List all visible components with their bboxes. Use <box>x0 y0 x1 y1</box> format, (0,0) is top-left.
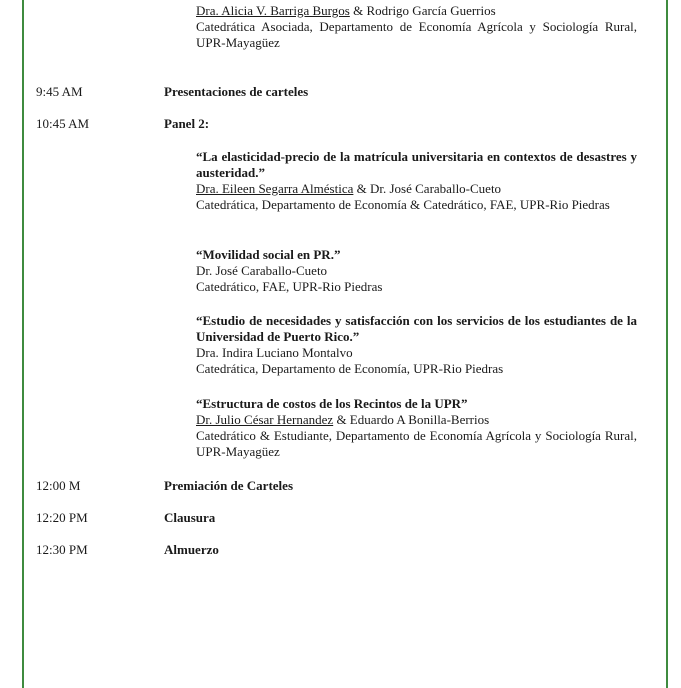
session-label: Premiación de Carteles <box>164 478 293 493</box>
time-slot: 10:45 AM <box>36 116 90 131</box>
talk-authors <box>196 3 637 19</box>
talk-title: “Movilidad social en PR.” <box>196 247 341 262</box>
talk-affiliation: Catedrática, Departamento de Economía, UPR-Rio Piedras <box>196 361 504 376</box>
time-slot: 12:00 M <box>36 478 81 493</box>
time-slot: 12:30 PM <box>36 542 88 557</box>
presenter-underlined: Dra. Eileen Segarra Alméstica <box>196 181 354 196</box>
talk-item <box>196 247 637 295</box>
coauthors: & Dr. José Caraballo-Cueto <box>353 181 502 196</box>
session-label: Panel 2: <box>164 116 210 131</box>
talk-title: “Estructura de costos de los Recintos de la UPR” <box>196 396 468 411</box>
coauthors: & Rodrigo García Guerrios <box>349 3 496 18</box>
coauthors: & Eduardo A Bonilla-Berrios <box>333 412 490 427</box>
session-label: Almuerzo <box>164 542 219 557</box>
talk-authors <box>196 181 637 197</box>
talk-affiliation: Catedrático, FAE, UPR-Rio Piedras <box>196 279 383 294</box>
talk-authors <box>196 263 637 279</box>
coauthors: Dra. Indira Luciano Montalvo <box>196 345 353 360</box>
talk-title: “Estudio de necesidades y satisfacción con los servicios de los estudiantes de la Universidad de Puerto Rico.” <box>196 313 637 344</box>
talk-authors <box>196 412 637 428</box>
presenter-underlined: Dra. Alicia V. Barriga Burgos <box>196 3 350 18</box>
talk-item <box>196 313 637 377</box>
presenter-underlined: Dr. Julio César Hernandez <box>196 412 334 427</box>
talk-affiliation: Catedrático & Estudiante, Departamento de Economía Agrícola y Sociología Rural, UPR-Mayagüez <box>196 428 637 459</box>
session-label: Clausura <box>164 510 216 525</box>
time-slot: 9:45 AM <box>36 84 83 99</box>
coauthors: Dr. José Caraballo-Cueto <box>196 263 328 278</box>
time-slot: 12:20 PM <box>36 510 88 525</box>
talk-affiliation: Catedrática, Departamento de Economía & Catedrático, FAE, UPR-Rio Piedras <box>196 197 610 212</box>
session-label: Presentaciones de carteles <box>164 84 309 99</box>
talk-authors <box>196 345 637 361</box>
talk-item <box>196 396 637 460</box>
talk-top <box>196 3 637 51</box>
talk-item <box>196 149 637 213</box>
talk-affiliation: Catedrática Asociada, Departamento de Economía Agrícola y Sociología Rural, UPR-Mayagüez <box>196 19 637 50</box>
talk-title: “La elasticidad-precio de la matrícula universitaria en contextos de desastres y austeridad.” <box>196 149 637 180</box>
